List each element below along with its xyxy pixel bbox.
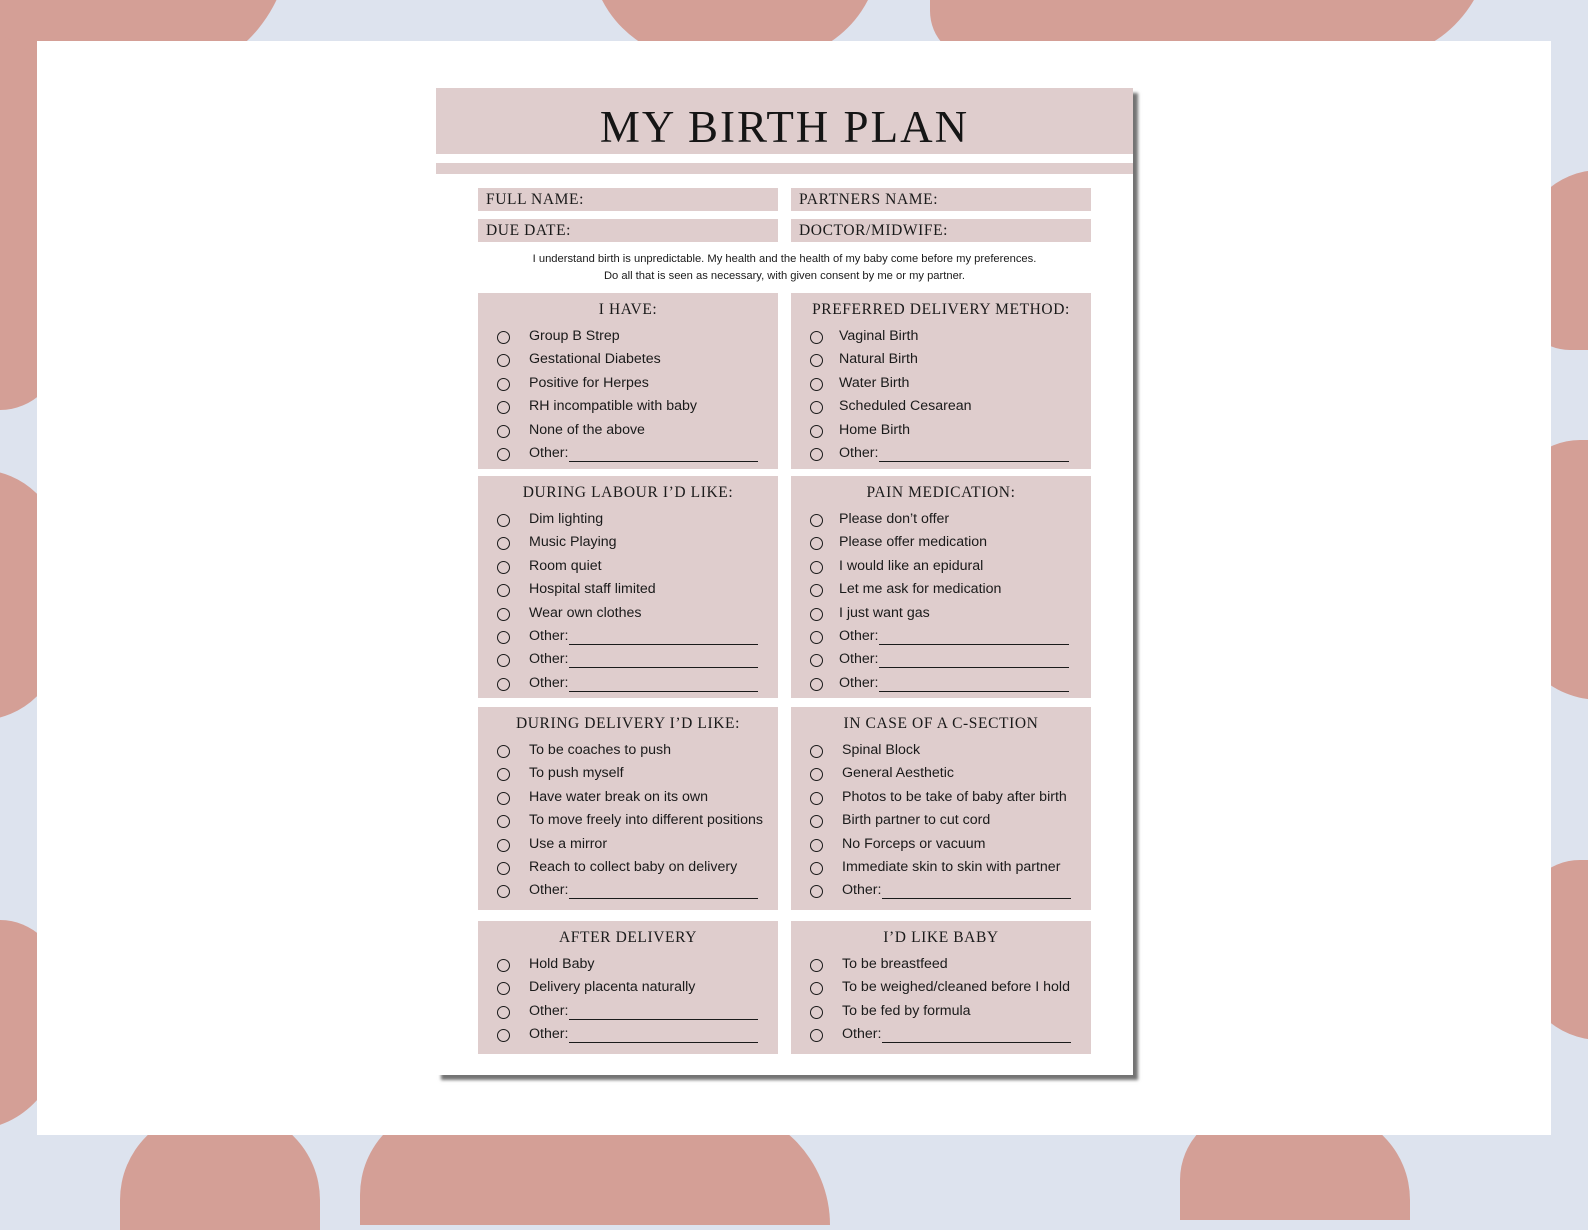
item-label: Let me ask for medication <box>839 581 1002 598</box>
checklist-item[interactable] <box>791 788 1091 811</box>
checklist-item[interactable] <box>478 580 778 603</box>
item-label: To be coaches to push <box>529 742 671 758</box>
radio-circle-icon[interactable] <box>497 354 510 367</box>
checklist-item[interactable] <box>791 444 1091 467</box>
item-label: Other: <box>529 674 569 691</box>
section-title: I’D LIKE BABY <box>883 929 999 946</box>
disclaimer-line: I understand birth is unpredictable. My health and the health of my baby come before my preferences. <box>532 253 1037 265</box>
checklist-item[interactable] <box>478 811 778 834</box>
radio-circle-icon[interactable] <box>497 654 510 667</box>
section-box <box>478 293 778 469</box>
checklist-item[interactable] <box>791 604 1091 627</box>
item-label: Room quiet <box>529 557 602 574</box>
section-title: I HAVE: <box>598 301 658 318</box>
radio-circle-icon[interactable] <box>810 982 823 995</box>
radio-circle-icon[interactable] <box>810 584 823 597</box>
write-in-line[interactable] <box>569 667 758 668</box>
title-band <box>436 88 1133 154</box>
item-label: Scheduled Cesarean <box>839 398 972 415</box>
radio-circle-icon[interactable] <box>497 378 510 391</box>
checklist-item[interactable] <box>791 835 1091 858</box>
radio-circle-icon[interactable] <box>810 1006 823 1019</box>
section-title: PREFERRED DELIVERY METHOD: <box>812 301 1070 318</box>
radio-circle-icon[interactable] <box>810 1029 823 1042</box>
checklist-item[interactable] <box>791 741 1091 764</box>
partners-name-field[interactable]: PARTNERS NAME: <box>791 188 1091 211</box>
write-in-line[interactable] <box>569 691 758 692</box>
section-title: AFTER DELIVERY <box>559 929 697 946</box>
checklist-item[interactable] <box>791 881 1091 904</box>
radio-circle-icon[interactable] <box>497 678 510 691</box>
checklist-item[interactable] <box>791 811 1091 834</box>
write-in-line[interactable] <box>569 644 758 645</box>
radio-circle-icon[interactable] <box>497 862 510 875</box>
item-label: To be breastfeed <box>842 956 948 972</box>
radio-circle-icon[interactable] <box>810 678 823 691</box>
checklist-item[interactable] <box>791 327 1091 350</box>
checklist-item[interactable] <box>478 350 778 373</box>
radio-circle-icon[interactable] <box>810 608 823 621</box>
write-in-line[interactable] <box>569 1019 758 1020</box>
item-label: To be fed by formula <box>842 1002 971 1019</box>
item-label: Photos to be take of baby after birth <box>842 788 1067 805</box>
item-label: Immediate skin to skin with partner <box>842 859 1061 875</box>
radio-circle-icon[interactable] <box>497 982 510 995</box>
radio-circle-icon[interactable] <box>497 959 510 972</box>
item-label: Group B Strep <box>529 328 620 344</box>
item-label: Have water break on its own <box>529 788 709 805</box>
write-in-line[interactable] <box>569 461 758 462</box>
checklist-item[interactable] <box>478 881 778 904</box>
item-label: Other: <box>839 445 879 461</box>
checklist-item[interactable] <box>791 374 1091 397</box>
radio-circle-icon[interactable] <box>497 1029 510 1042</box>
checklist-item[interactable] <box>478 788 778 811</box>
section-title: DURING DELIVERY I’D LIKE: <box>515 715 741 732</box>
write-in-line[interactable] <box>879 667 1069 668</box>
section-title: PAIN MEDICATION: <box>866 484 1016 501</box>
item-label: General Aesthetic <box>842 765 954 782</box>
checklist-item[interactable] <box>791 674 1091 697</box>
item-label: Vaginal Birth <box>839 328 919 344</box>
checklist-item[interactable] <box>478 764 778 787</box>
radio-circle-icon[interactable] <box>497 839 510 852</box>
radio-circle-icon[interactable] <box>810 885 823 898</box>
checklist-item[interactable] <box>791 421 1091 444</box>
radio-circle-icon[interactable] <box>810 354 823 367</box>
section-box <box>791 293 1091 469</box>
item-label: Other: <box>839 674 879 691</box>
checklist-item[interactable] <box>478 627 778 650</box>
section-title: DURING LABOUR I’D LIKE: <box>522 484 734 501</box>
checklist-item[interactable] <box>478 674 778 697</box>
write-in-line[interactable] <box>879 644 1069 645</box>
item-label: To be weighed/cleaned before I hold <box>842 979 1070 996</box>
radio-circle-icon[interactable] <box>497 631 510 644</box>
checklist-item[interactable] <box>791 650 1091 673</box>
checklist-item[interactable] <box>478 955 778 978</box>
item-label: Use a mirror <box>529 835 608 852</box>
item-label: None of the above <box>529 421 645 438</box>
item-label: To move freely into different positions <box>529 812 763 829</box>
disclaimer-line: Do all that is seen as necessary, with given consent by me or my partner. <box>603 269 966 282</box>
radio-circle-icon[interactable] <box>497 401 510 414</box>
item-label: Hold Baby <box>529 956 595 972</box>
radio-circle-icon[interactable] <box>497 537 510 550</box>
radio-circle-icon[interactable] <box>810 745 823 758</box>
checklist-item[interactable] <box>478 510 778 533</box>
write-in-line[interactable] <box>879 461 1069 462</box>
checklist-item[interactable] <box>478 741 778 764</box>
checklist-item[interactable] <box>478 978 778 1001</box>
item-label: Other: <box>839 628 879 644</box>
radio-circle-icon[interactable] <box>497 792 510 805</box>
checklist-item[interactable] <box>791 1002 1091 1025</box>
item-label: I just want gas <box>839 604 930 621</box>
radio-circle-icon[interactable] <box>497 584 510 597</box>
checklist-item[interactable] <box>478 858 778 881</box>
checklist-item[interactable] <box>478 533 778 556</box>
checklist-item[interactable] <box>791 397 1091 420</box>
checklist-item[interactable] <box>791 955 1091 978</box>
birth-plan-sheet <box>436 88 1133 1075</box>
checklist-item[interactable] <box>478 557 778 580</box>
radio-circle-icon[interactable] <box>497 745 510 758</box>
checklist-item[interactable] <box>478 604 778 627</box>
checklist-item[interactable] <box>791 510 1091 533</box>
checklist-item[interactable] <box>478 444 778 467</box>
page-title: MY BIRTH PLAN <box>599 102 970 152</box>
checklist-item[interactable] <box>791 580 1091 603</box>
write-in-line[interactable] <box>879 691 1069 692</box>
checklist-item[interactable] <box>478 374 778 397</box>
radio-circle-icon[interactable] <box>497 331 510 344</box>
checklist-item[interactable] <box>791 533 1091 556</box>
radio-circle-icon[interactable] <box>810 654 823 667</box>
section-box <box>478 921 778 1054</box>
checklist-item[interactable] <box>478 650 778 673</box>
radio-circle-icon[interactable] <box>810 425 823 438</box>
item-label: Other: <box>529 445 569 461</box>
item-label: Other: <box>529 628 569 644</box>
item-label: Hospital staff limited <box>529 581 656 598</box>
radio-circle-icon[interactable] <box>497 561 510 574</box>
item-label: Wear own clothes <box>529 604 642 621</box>
item-label: Birth partner to cut cord <box>842 812 991 829</box>
item-label: RH incompatible with baby <box>529 398 697 415</box>
disclaimer <box>436 251 1133 284</box>
section-title: IN CASE OF A C-SECTION <box>843 715 1039 732</box>
item-label: Other: <box>529 882 569 899</box>
radio-circle-icon[interactable] <box>810 378 823 391</box>
radio-circle-icon[interactable] <box>810 561 823 574</box>
radio-circle-icon[interactable] <box>810 631 823 644</box>
radio-circle-icon[interactable] <box>810 514 823 527</box>
item-label: Dim lighting <box>529 511 604 527</box>
item-label: Other: <box>839 651 879 668</box>
item-label: Reach to collect baby on delivery <box>529 859 738 875</box>
item-label: Other: <box>529 1026 569 1043</box>
radio-circle-icon[interactable] <box>497 1006 510 1019</box>
radio-circle-icon[interactable] <box>810 862 823 875</box>
write-in-line[interactable] <box>882 898 1071 899</box>
radio-circle-icon[interactable] <box>497 768 510 781</box>
checklist-item[interactable] <box>791 350 1091 373</box>
item-label: Water Birth <box>839 374 910 391</box>
item-label: Positive for Herpes <box>529 374 649 391</box>
item-label: Delivery placenta naturally <box>529 979 696 996</box>
section-box <box>791 921 1091 1054</box>
checklist-item[interactable] <box>478 421 778 444</box>
item-label: Other: <box>529 1002 569 1019</box>
checklist-item[interactable] <box>478 1025 778 1048</box>
item-label: Other: <box>842 1026 882 1043</box>
radio-circle-icon[interactable] <box>497 885 510 898</box>
checklist-item[interactable] <box>791 557 1091 580</box>
item-label: No Forceps or vacuum <box>842 835 986 852</box>
radio-circle-icon[interactable] <box>810 768 823 781</box>
item-label: Please don’t offer <box>839 511 950 527</box>
section-box <box>791 707 1091 910</box>
doctor-midwife-field[interactable]: DOCTOR/MIDWIFE: <box>791 219 1091 242</box>
checklist-item[interactable] <box>791 764 1091 787</box>
section-box <box>478 707 778 910</box>
item-label: Natural Birth <box>839 351 918 368</box>
write-in-line[interactable] <box>882 1042 1071 1043</box>
item-label: Gestational Diabetes <box>529 351 661 368</box>
section-box <box>791 476 1091 698</box>
radio-circle-icon[interactable] <box>810 792 823 805</box>
radio-circle-icon[interactable] <box>497 425 510 438</box>
write-in-line[interactable] <box>569 1042 758 1043</box>
radio-circle-icon[interactable] <box>810 331 823 344</box>
item-label: Spinal Block <box>842 742 921 758</box>
item-label: Other: <box>529 651 569 668</box>
radio-circle-icon[interactable] <box>497 448 510 461</box>
item-label: I would like an epidural <box>839 557 984 574</box>
title-divider <box>436 163 1133 174</box>
radio-circle-icon[interactable] <box>810 401 823 414</box>
item-label: Other: <box>842 882 882 899</box>
radio-circle-icon[interactable] <box>810 839 823 852</box>
radio-circle-icon[interactable] <box>810 959 823 972</box>
radio-circle-icon[interactable] <box>497 815 510 828</box>
item-label: Please offer medication <box>839 534 988 551</box>
checklist-item[interactable] <box>478 1002 778 1025</box>
full-name-field[interactable]: FULL NAME: <box>478 188 778 211</box>
radio-circle-icon[interactable] <box>810 537 823 550</box>
checklist-item[interactable] <box>478 327 778 350</box>
section-box <box>478 476 778 698</box>
checklist-item[interactable] <box>791 627 1091 650</box>
radio-circle-icon[interactable] <box>810 815 823 828</box>
checklist-item[interactable] <box>478 835 778 858</box>
radio-circle-icon[interactable] <box>810 448 823 461</box>
radio-circle-icon[interactable] <box>497 608 510 621</box>
item-label: To push myself <box>529 765 624 782</box>
write-in-line[interactable] <box>569 898 758 899</box>
checklist-item[interactable] <box>478 397 778 420</box>
due-date-field[interactable]: DUE DATE: <box>478 219 778 242</box>
checklist-item[interactable] <box>791 1025 1091 1048</box>
checklist-item[interactable] <box>791 858 1091 881</box>
radio-circle-icon[interactable] <box>497 514 510 527</box>
checklist-item[interactable] <box>791 978 1091 1001</box>
item-label: Home Birth <box>839 421 910 438</box>
item-label: Music Playing <box>529 534 617 551</box>
